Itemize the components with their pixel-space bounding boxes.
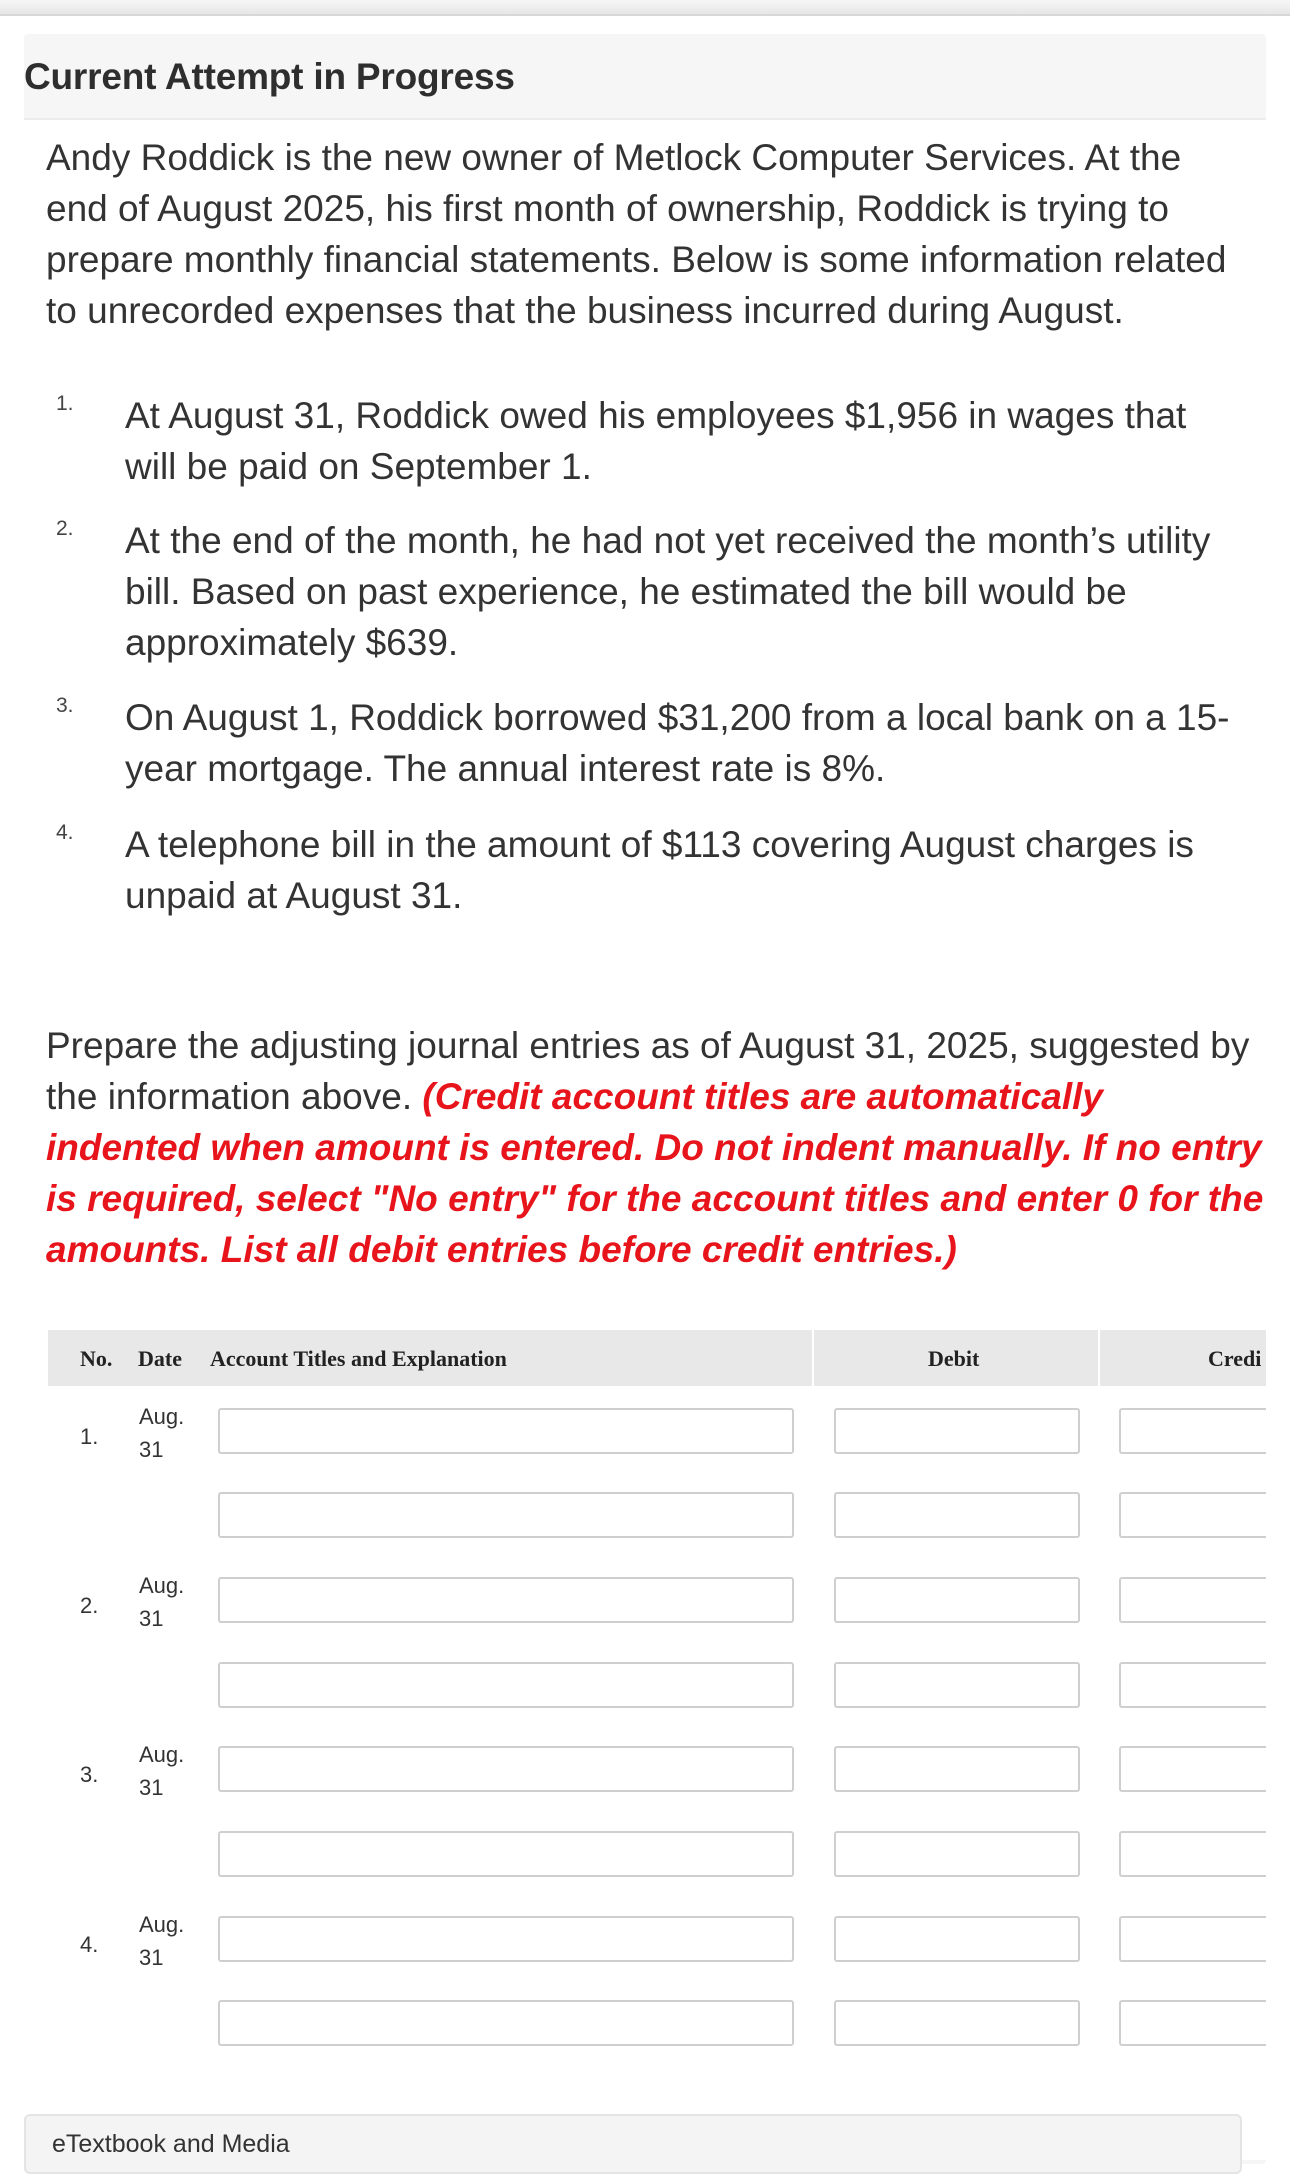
item-number: 1. xyxy=(56,392,74,415)
credit-amount-input[interactable] xyxy=(1119,1662,1266,1708)
column-divider xyxy=(812,1330,814,1386)
etextbook-and-media-button[interactable] xyxy=(24,2114,1242,2174)
entry-number: 3. xyxy=(80,1762,99,1787)
debit-amount-input[interactable] xyxy=(834,1746,1080,1792)
account-title-input[interactable] xyxy=(218,1746,794,1792)
item-number: 2. xyxy=(56,517,74,540)
entry-date-day: 31 xyxy=(139,1775,164,1800)
entry-number: 4. xyxy=(80,1932,99,1957)
instructions-text: Prepare the adjusting journal entries as of August 31, 2025, suggested by the information above. xyxy=(46,1025,1250,1117)
instructions-emphasis: (Credit account titles are automatically indented when amount is entered. Do not indent manually. If no entry is required, select "No entry" for the account titles and enter 0 for the amounts. List all debit entries before credit entries.) xyxy=(46,1076,1264,1270)
entry-number: 2. xyxy=(80,1593,99,1618)
col-credit: Credi xyxy=(1208,1346,1262,1371)
credit-amount-input[interactable] xyxy=(1119,1492,1266,1538)
etextbook-label: eTextbook and Media xyxy=(52,2130,290,2158)
entry-date-month: Aug. xyxy=(139,1573,185,1598)
credit-amount-input[interactable] xyxy=(1119,1577,1266,1623)
item-text: At the end of the month, he had not yet received the month’s utility bill. Based on past experience, he estimated the bill would be approximately $639. xyxy=(125,520,1211,663)
entry-date-month: Aug. xyxy=(139,1742,185,1767)
col-account-titles: Account Titles and Explanation xyxy=(210,1346,507,1371)
account-title-input[interactable] xyxy=(218,1492,794,1538)
question-body xyxy=(24,120,1266,2160)
entry-date-day: 31 xyxy=(139,1437,164,1462)
entry-number: 1. xyxy=(80,1424,99,1449)
credit-amount-input[interactable] xyxy=(1119,1746,1266,1792)
credit-amount-input[interactable] xyxy=(1119,1408,1266,1454)
entry-date-month: Aug. xyxy=(139,1404,185,1429)
item-text: At August 31, Roddick owed his employees $1,956 in wages that will be paid on September 1. xyxy=(125,395,1187,487)
debit-amount-input[interactable] xyxy=(834,1492,1080,1538)
account-title-input[interactable] xyxy=(218,2000,794,2046)
debit-amount-input[interactable] xyxy=(834,1577,1080,1623)
account-title-input[interactable] xyxy=(218,1916,794,1962)
debit-amount-input[interactable] xyxy=(834,1916,1080,1962)
item-number: 3. xyxy=(56,694,74,717)
item-text: A telephone bill in the amount of $113 covering August charges is unpaid at August 31. xyxy=(125,824,1194,916)
debit-amount-input[interactable] xyxy=(834,2000,1080,2046)
account-title-input[interactable] xyxy=(218,1408,794,1454)
problem-intro: Andy Roddick is the new owner of Metlock Computer Services. At the end of August 2025, his first month of ownership, Roddick is trying to prepare monthly financial statements. Below is some information related to unrecorded expenses that the business incurred during August. xyxy=(46,137,1227,331)
top-bar xyxy=(0,0,1290,16)
debit-amount-input[interactable] xyxy=(834,1831,1080,1877)
attempt-status-title: Current Attempt in Progress xyxy=(24,56,515,97)
account-title-input[interactable] xyxy=(218,1577,794,1623)
instructions xyxy=(46,1020,1266,1275)
entry-date-month: Aug. xyxy=(139,1912,185,1937)
entry-date-day: 31 xyxy=(139,1945,164,1970)
debit-amount-input[interactable] xyxy=(834,1662,1080,1708)
account-title-input[interactable] xyxy=(218,1662,794,1708)
item-number: 4. xyxy=(56,821,74,844)
col-debit: Debit xyxy=(928,1346,980,1371)
column-divider xyxy=(1098,1330,1100,1386)
col-date: Date xyxy=(138,1346,182,1371)
credit-amount-input[interactable] xyxy=(1119,1831,1266,1877)
item-text: On August 1, Roddick borrowed $31,200 from a local bank on a 15-year mortgage. The annual interest rate is 8%. xyxy=(125,697,1230,789)
account-title-input[interactable] xyxy=(218,1831,794,1877)
credit-amount-input[interactable] xyxy=(1119,2000,1266,2046)
journal-table-header xyxy=(48,1330,1266,1386)
col-no: No. xyxy=(80,1346,113,1371)
credit-amount-input[interactable] xyxy=(1119,1916,1266,1962)
question-header xyxy=(24,36,1266,120)
entry-date-day: 31 xyxy=(139,1606,164,1631)
debit-amount-input[interactable] xyxy=(834,1408,1080,1454)
